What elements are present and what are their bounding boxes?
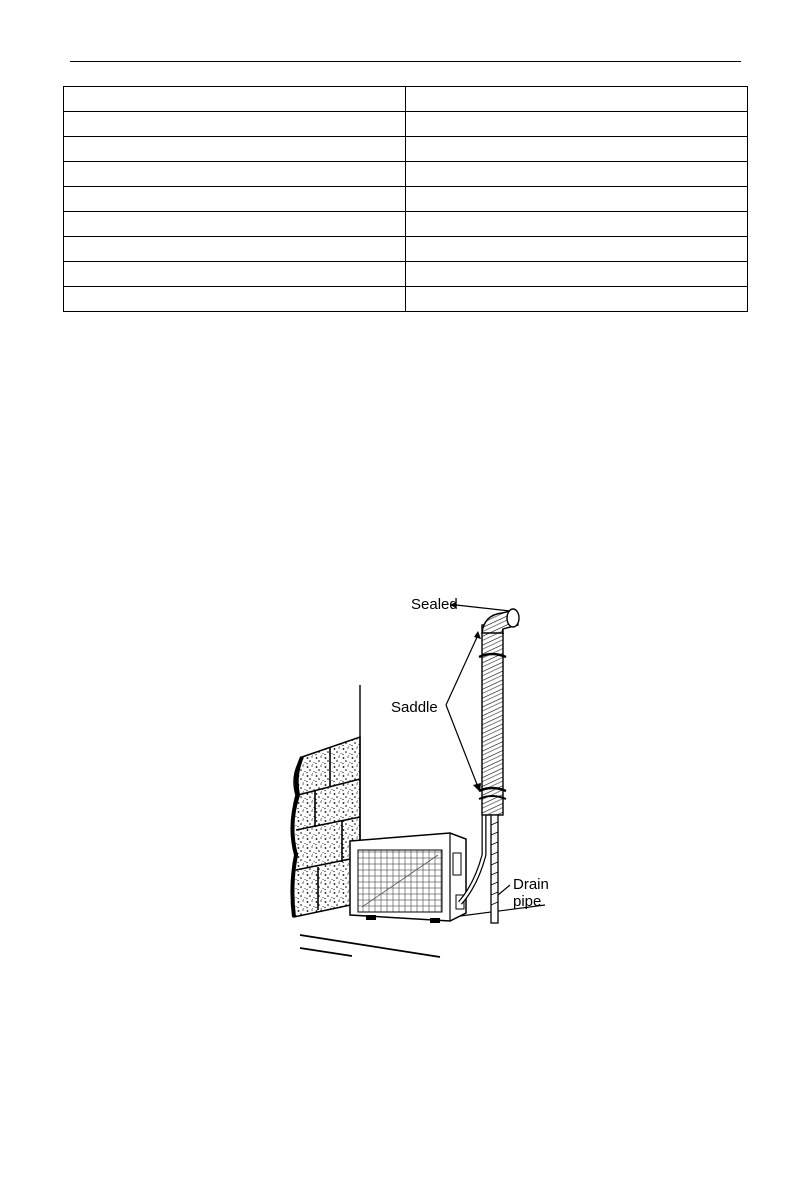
table-cell xyxy=(406,137,748,162)
ground-line xyxy=(300,935,440,957)
table-row xyxy=(64,287,748,312)
drain-leader-line xyxy=(498,885,510,895)
table-row xyxy=(64,87,748,112)
table-cell xyxy=(406,162,748,187)
table-cell xyxy=(64,87,406,112)
table-cell xyxy=(64,262,406,287)
sealed-leader-line xyxy=(456,605,510,611)
table-cell xyxy=(406,212,748,237)
installation-figure xyxy=(270,585,560,970)
table-cell xyxy=(64,162,406,187)
table-row xyxy=(64,187,748,212)
table-cell xyxy=(64,212,406,237)
table-cell xyxy=(406,87,748,112)
table-cell xyxy=(64,237,406,262)
spec-table xyxy=(63,86,748,312)
table-row xyxy=(64,137,748,162)
table-cell xyxy=(64,137,406,162)
saddle-leader-line xyxy=(446,635,478,705)
table-cell xyxy=(406,187,748,212)
table-cell xyxy=(64,187,406,212)
table-cell xyxy=(64,112,406,137)
table-cell xyxy=(406,112,748,137)
table-cell xyxy=(406,287,748,312)
table-cell xyxy=(64,287,406,312)
table-row xyxy=(64,162,748,187)
label-saddle: Saddle xyxy=(391,699,438,716)
table-row xyxy=(64,112,748,137)
table-row xyxy=(64,262,748,287)
label-sealed: Sealed xyxy=(411,596,458,613)
header-rule xyxy=(70,61,741,62)
table-cell xyxy=(406,237,748,262)
table-row xyxy=(64,212,748,237)
label-drain: Drain xyxy=(513,876,549,893)
table-cell xyxy=(406,262,748,287)
table-row xyxy=(64,237,748,262)
drain-pipe xyxy=(491,815,498,923)
label-pipe: pipe xyxy=(513,893,542,910)
refrigerant-pipe xyxy=(460,609,519,903)
outdoor-unit xyxy=(350,833,466,923)
